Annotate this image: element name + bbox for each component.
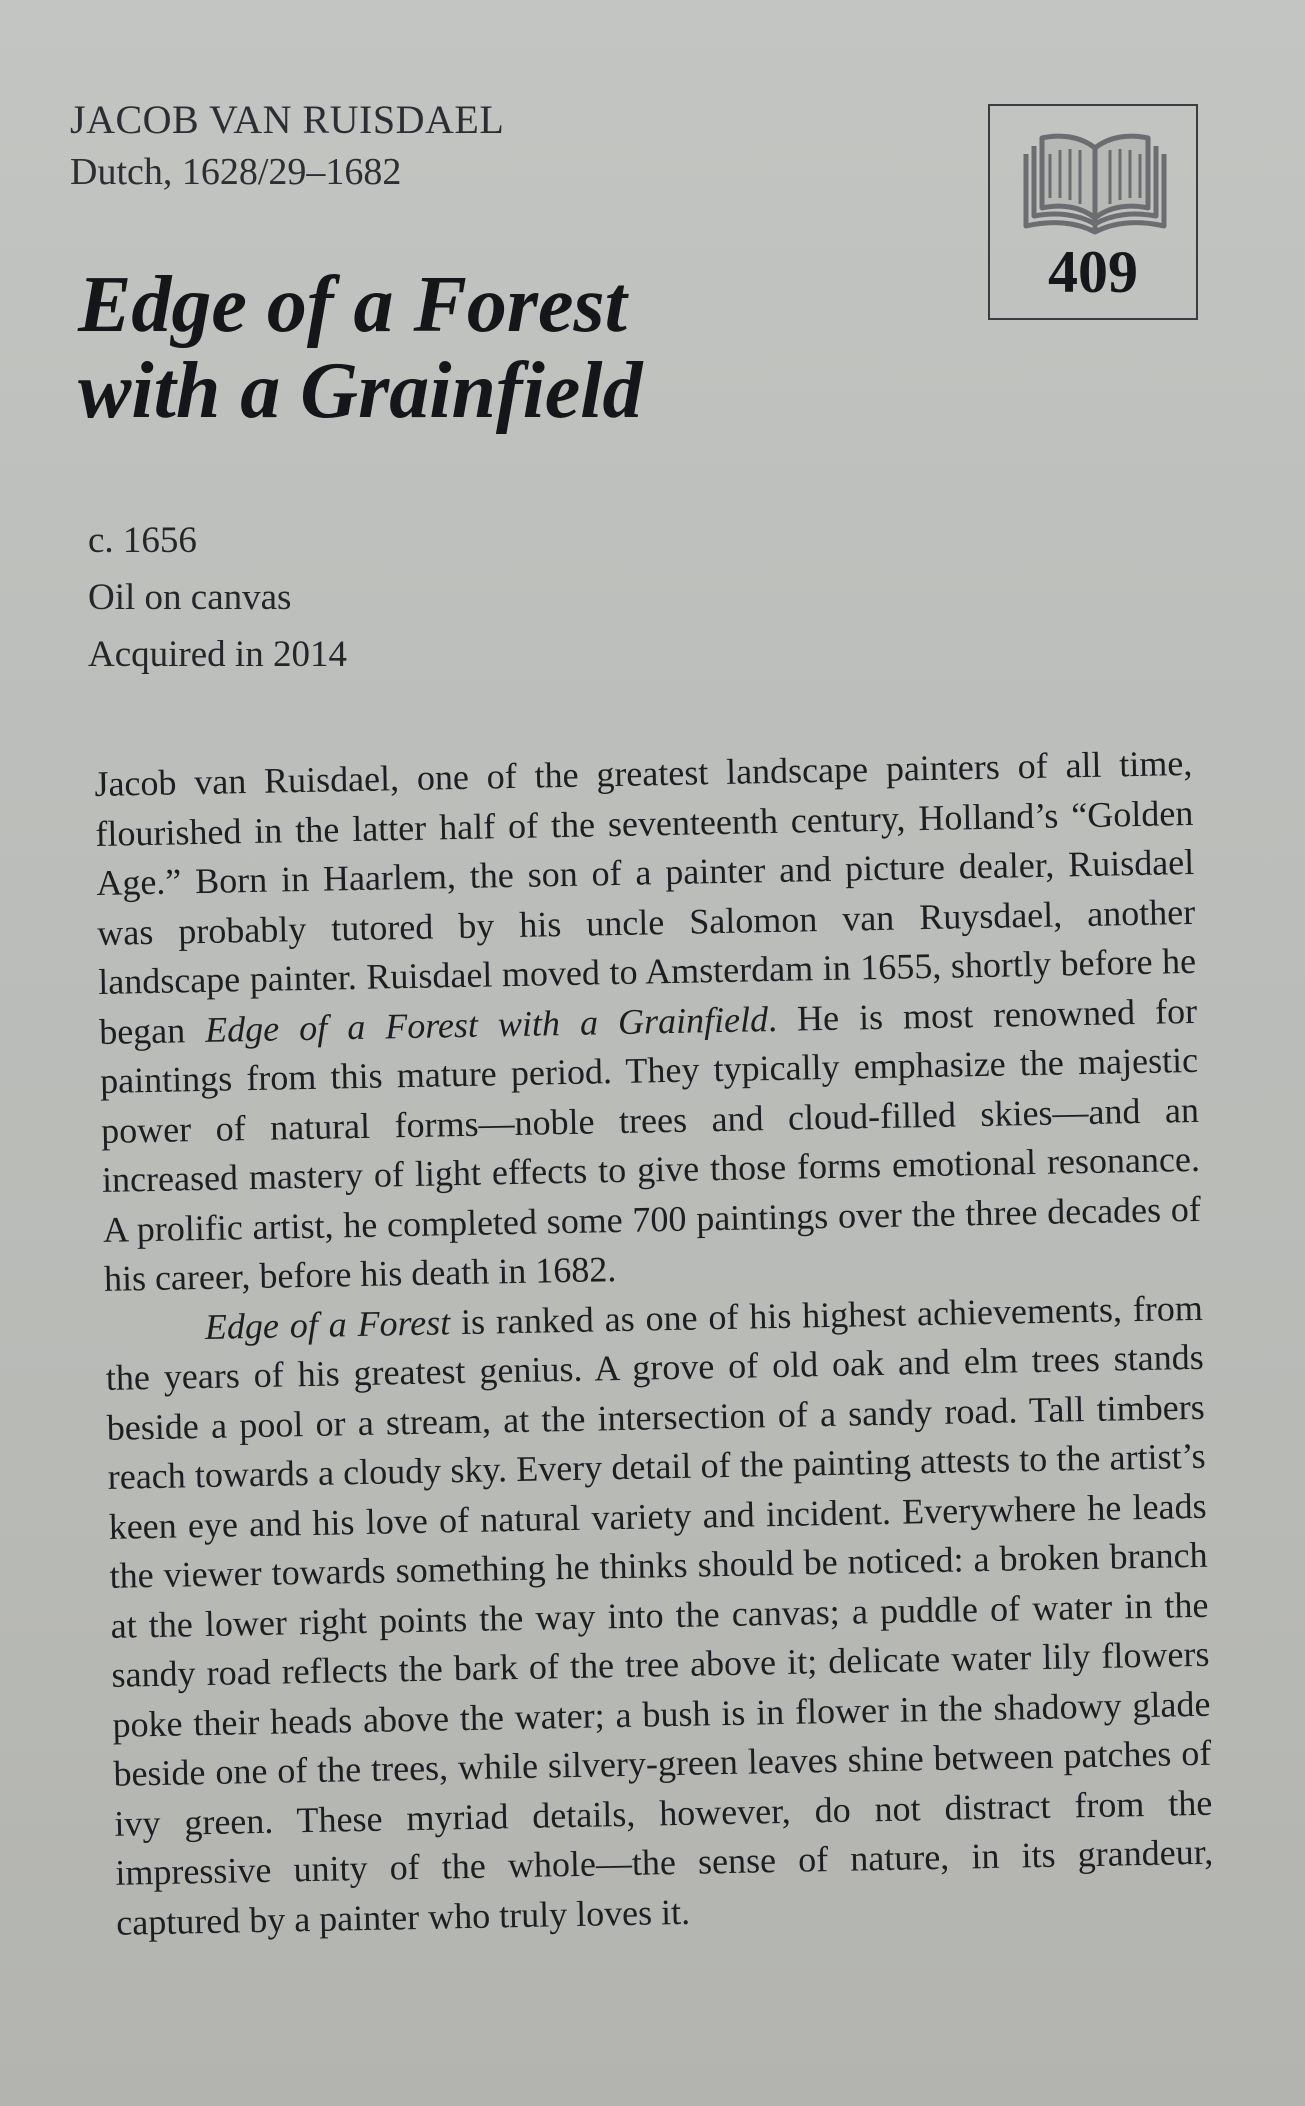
artwork-details bbox=[88, 512, 347, 683]
artwork-medium: Oil on canvas bbox=[88, 577, 292, 618]
gallery-number: 409 bbox=[1048, 239, 1138, 305]
artwork-date: c. 1656 bbox=[88, 520, 197, 561]
artwork-title bbox=[78, 262, 643, 434]
artist-nationality-dates: Dutch, 1628/29–1682 bbox=[70, 151, 402, 193]
paragraph-2-text: is ranked as one of his highest achievements, from the years of his greatest genius. A grove of old oak and elm trees stands beside a pool or a stream, at the intersection of a sandy road. Tall timbers reach towards a cloudy sky. Every detail of the painting attests to the artist’s keen eye and his love of natural variety and incident. Everywhere he leads the viewer towards something he thinks should be noticed: a broken branch at the lower right points the way into the canvas; a puddle of water in the sandy road reflects the bark of the tree above it; delicate water lily flowers poke their heads above the water; a bush is in flower in the shadowy glade beside one of the trees, while silvery-green leaves shine between patches of ivy green. These myriad details, however, do not distract from the impressive unity of the whole—the sense of nature, in its grandeur, captured by a painter who truly loves it. bbox=[105, 1287, 1214, 1943]
description-paragraph-1 bbox=[94, 739, 1202, 1304]
paragraph-2-artwork-title: Edge of a Forest bbox=[204, 1301, 451, 1347]
artwork-title-line-2: with a Grainfield bbox=[78, 347, 643, 435]
paragraph-1-artwork-title: Edge of a Forest with a Grainfield bbox=[204, 998, 769, 1050]
paragraph-1-text-a: Jacob van Ruisdael, one of the greatest landscape painters of all time, flourished in the latter half of the seventeenth century, Holland’s “Golden Age.” Born in Haarlem, the son of a painter and picture dealer, Ruisdael was probably tutored by his uncle Salomon van Ruysdael, another landscape painter. Ruisdael moved to Amsterdam in 1655, shortly before he began bbox=[94, 742, 1197, 1052]
description-paragraph-2 bbox=[104, 1283, 1214, 1947]
description-text bbox=[94, 739, 1215, 1948]
artwork-acquisition: Acquired in 2014 bbox=[88, 634, 347, 675]
gallery-number-box bbox=[988, 104, 1198, 320]
open-book-icon bbox=[1020, 124, 1170, 236]
paragraph-1-text-b: . He is most renowned for paintings from this mature period. They typically emphasize the majestic power of natural forms—noble trees and cloud-filled skies—and an increased mastery of light effects to give those forms emotional resonance. A prolific artist, he completed some 700 paintings over the three decades of his career, before his death in 1682. bbox=[99, 990, 1202, 1299]
artwork-title-line-1: Edge of a Forest bbox=[78, 261, 627, 349]
artist-name: JACOB VAN RUISDAEL bbox=[70, 97, 505, 142]
